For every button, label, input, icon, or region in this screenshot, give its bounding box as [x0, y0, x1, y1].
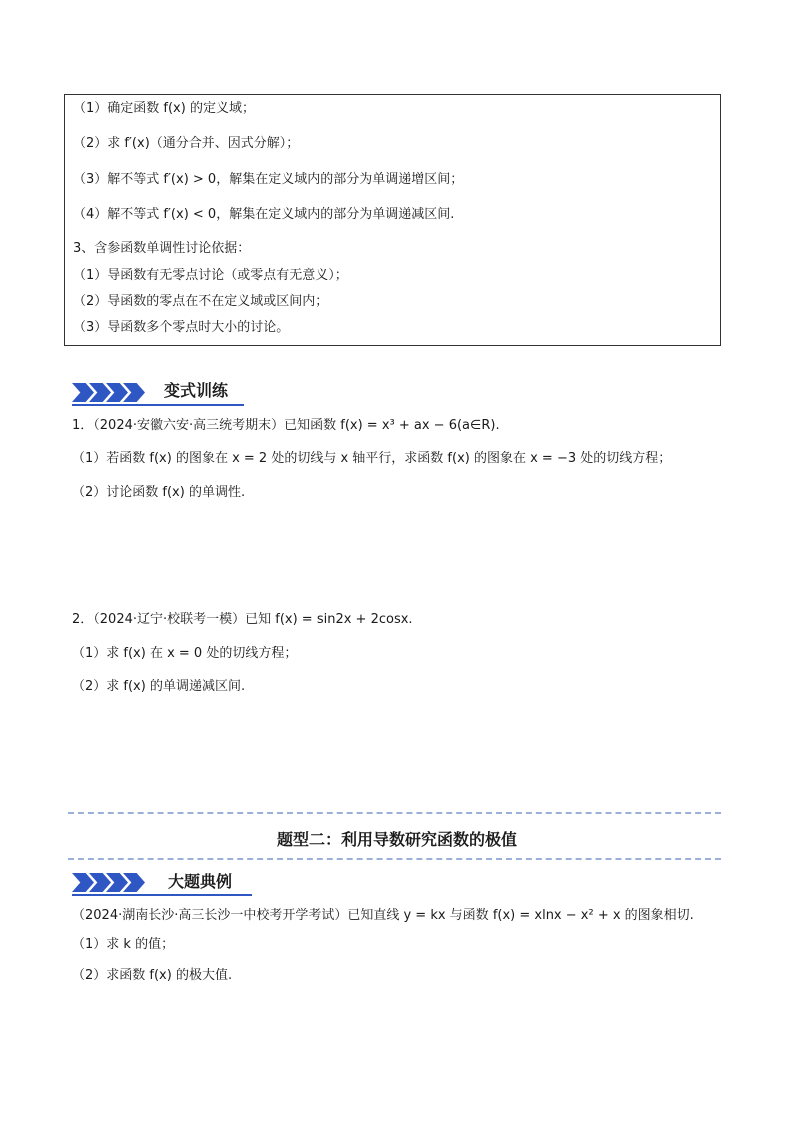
method-box	[64, 94, 721, 346]
problem3-stem: （2024·湖南长沙·高三长沙一中校考开学考试）已知直线 y = kx 与函数 f(x) = xlnx − x² + x 的图象相切.	[72, 908, 694, 923]
divider-bottom	[68, 858, 721, 860]
problem3-part2: （2）求函数 f(x) 的极大值.	[72, 968, 233, 983]
divider-top	[68, 812, 721, 814]
section-chevron-icon	[72, 383, 140, 402]
problem1-part2: （2）讨论函数 f(x) 的单调性.	[72, 485, 246, 500]
box-line-6: （1）导函数有无零点讨论（或零点有无意义）；	[73, 268, 348, 283]
section-underline	[72, 894, 252, 896]
box-line-7: （2）导函数的零点在不在定义域或区间内；	[73, 294, 329, 309]
box-line-1: （1）确定函数 f(x) 的定义域；	[73, 101, 255, 116]
box-line-8: （3）导函数多个零点时大小的讨论。	[73, 320, 290, 335]
problem1-part1: （1）若函数 f(x) 的图象在 x = 2 处的切线与 x 轴平行，求函数 f(x) 的图象在 x = −3 处的切线方程；	[72, 451, 672, 466]
question-type-heading: 题型二：利用导数研究函数的极值	[276, 830, 517, 849]
section-underline	[72, 404, 244, 406]
box-line-2: （2）求 f′(x)（通分合并、因式分解）；	[73, 136, 300, 151]
problem2-part2: （2）求 f(x) 的单调递减区间.	[72, 679, 246, 694]
box-line-4: （4）解不等式 f′(x) < 0，解集在定义域内的部分为单调递减区间.	[73, 207, 455, 222]
section-chevron-icon	[72, 873, 140, 892]
section-title-variation: 变式训练	[164, 381, 229, 400]
section-title-example: 大题典例	[168, 872, 233, 891]
problem1-stem: 1．（2024·安徽六安·高三统考期末）已知函数 f(x) = x³ + ax − 6(a∈R).	[72, 418, 500, 433]
box-line-3: （3）解不等式 f′(x) > 0，解集在定义域内的部分为单调递增区间；	[73, 172, 464, 187]
box-line-5: 3、含参函数单调性讨论依据：	[73, 241, 251, 256]
problem2-part1: （1）求 f(x) 在 x = 0 处的切线方程；	[72, 646, 298, 661]
problem2-stem: 2．（2024·辽宁·校联考一模）已知 f(x) = sin2x + 2cosx.	[72, 612, 413, 627]
problem3-part1: （1）求 k 的值；	[72, 937, 175, 952]
